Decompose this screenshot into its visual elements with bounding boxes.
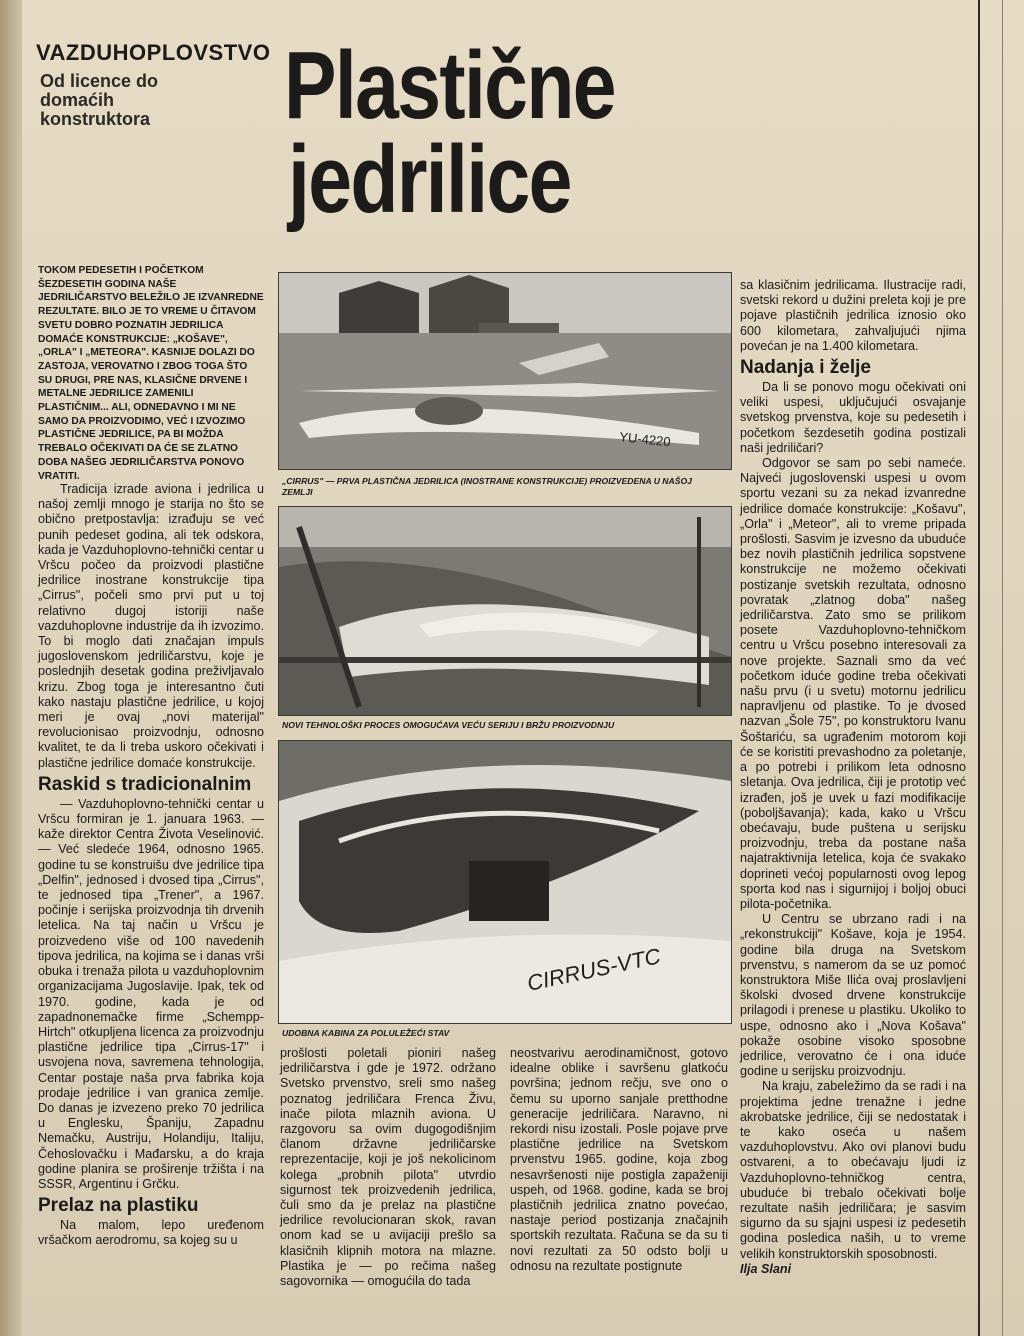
glider-photo-illustration	[279, 273, 731, 469]
paragraph: Na malom, lepo uređenom vršačkom aerodromu, sa kojeg su u	[38, 1218, 264, 1248]
paragraph: U Centru se ubrzano radi i na „rekonstrukciji" Košave, koja je 1954. godine bila druga na Svetskom prvenstvu, s namerom da se uz pomoć konstruktora Miše Ilića ovaj proslavljeni školski dvosed drvene konstrukcije prilagodi i prenese u plastiku. Ukoliko to uspe, odnosno ako i „Nova Košava" pokaže osobine visoko sposobne jedrilice, verovatno će i ona iduće godine u serijsku proizvodnju.	[740, 912, 966, 1079]
photo-glider-airfield	[278, 272, 732, 470]
text-column-4	[740, 278, 966, 1277]
subheading: Raskid s tradicionalnim	[38, 773, 252, 795]
text-column-1	[38, 482, 264, 1249]
headline-line-1: Plastične	[284, 32, 615, 139]
photo-caption-2: NOVI TEHNOLOŠKI PROCES OMOGUĆAVA VEĆU SERIJU I BRŽU PROIZVODNJU	[282, 720, 615, 730]
section-label: VAZDUHOPLOVSTVO	[36, 40, 271, 65]
article-subtitle: Od licence do domaćih konstruktora	[40, 71, 159, 129]
paragraph: Na kraju, zabeležimo da se radi i na projektima jedne trenažne i jedne akrobatske jedrilice, čiji se nedostatak i te kako oseća u našem vazduhoplovstvu. Ako ovi planovi budu ostvareni, a to obećavaju ljudi iz Vazduhoplovno-tehničkog centra, ubuduće bi trebalo očekivati bolje rezultate naših jedriličara; je sasvim sigurno da su sjajni uspesi iz pedesetih godina posledica naših, u to vreme velikih konstruktorskih sposobnosti.	[740, 1079, 966, 1261]
paragraph: sa klasičnim jedrilicama. Ilustracije radi, svetski rekord u dužini preleta koji je pre pojave plastičnih jedrilica iznosio oko 600 kilometara, zahvaljujući njima povećan je na 1.400 kilometara.	[740, 278, 966, 353]
author-name: Ilja Slani	[740, 1261, 792, 1276]
photo-caption-3: UDOBNA KABINA ZA POLULEŽEĆI STAV	[282, 1028, 450, 1038]
registration-text: CIRRUS-VTC	[524, 943, 663, 996]
subheading: Prelaz na plastiku	[38, 1195, 199, 1217]
paragraph: Odgovor se sam po sebi nameće. Najveći jugoslovenski uspesi u ovom sportu vezani su za nekad izvanredne jedrilice domaće konstrukcije: „Košavu", „Orla" i „Meteor", ali to vreme pripada prošlosti. Sasvim je izvesno da ubuduće bez novih plastičnih jedrilica sopstvene konstrukcije ne možemo očekivati postizanje svetskih rezultata, odnosno povratak „zlatnog doba" našeg jedriličarstva. Zato smo se prilikom posete Vazduhoplovno-tehničkom centru u Vršcu posebno interesovali za nove projekte. Saznali smo da već početkom iduće godine treba očekivati našu prvu (i u svetu) motornu jedrilicu napravljenu od plastike. To je dvosed nazvan „Šole 75", po konstruktoru Ivanu Šoštariću, sa ugrađenim motorom koji će se koristiti prevashodno za poletanje, a po potrebi i prilikom leta odnosno sletanja. Ova jedrilica, čiji je prototip već izrađen, još je uvek u fazi modifikacije (poboljšavanja); kada, kako u Vršcu obećavaju, bude puštena u serijsku proizvodnju, treba da postane naša najatraktivnija letelica, koja će svakako doprineti većoj popularnosti ovog lepog sporta kod nas i sigurnijoj i boljoj obuci pilota-početnika.	[740, 456, 966, 911]
photo-production-hall	[278, 506, 732, 716]
text-column-3	[510, 1046, 728, 1274]
author-signature	[740, 1262, 966, 1277]
cockpit-photo-illustration	[279, 741, 731, 1023]
paragraph: Tradicija izrade aviona i jedrilica u našoj zemlji mnogo je starija no što se obično pretpostavlja: izrađuju se već punih pedeset godina, ali tek odskora, kada je Vazduhoplovno-tehnički centar u Vršcu počeo da proizvodi plastične jedrilice inostrane konstrukcije tipa „Cirrus", počeli smo prvi put u toj relativno dugoj istoriji naše vazduhoplovne industrije da ih izvozimo. To bi moglo dati značajan impuls jugoslovenskom jedriličarstvu, koje je poslednjih desetak godina preživljavalo krizu. Zbog toga je interesantno čuti kako nastaju plastične jedrilice, u kojoj meri je ovaj „novi materijal" revolucionisao proizvodnju, odnosno kvalitet, te da li treba uskoro očekivati i plastične jedrilice domaće konstrukcije.	[38, 482, 264, 770]
paragraph: Da li se ponovo mogu očekivati oni veliki uspesi, uključujući osvajanje svetskog prvenstva, koje su pedesetih i početkom šezdesetih godina postizali naši jedriličari?	[740, 380, 966, 455]
text-column-2	[280, 1046, 496, 1289]
column-rule	[978, 0, 980, 1336]
paragraph: prošlosti poletali pioniri našeg jedriličarstva i gde je 1972. održano Svetsko prvenstvo, sreli smo našeg poznatog jedriličara Frenca Živu, inače pilota mlaznih aviona. U razgovoru sa ovim dugogodišnjim članom državne jedriličarske reprezentacije, koji je još nekolicinom kolega „probnih pilota" utvrdio sigurnost tek proizvedenih jedrilica, čuli smo da je prelaz na plastične jedrilice revolucionaran skok, ravan onom kad se u avijaciji prešlo sa klasičnih klipnih motora na mlazne. Plastika je — po rečima našeg sagovornika — omogućila do tada	[280, 1046, 496, 1289]
article-lead: TOKOM PEDESETIH I POČETKOM ŠEZDESETIH GODINA NAŠE JEDRILIČARSTVO BELEŽILO JE IZVANREDNE REZULTATE. BILO JE TO VREME U ČITAVOM SVETU DOBRO POZNATIH JEDRILICA DOMAĆE KONSTRUKCIJE: „KOŠAVE", „ORLA" I „METEORA". KASNIJE DOLAZI DO ZASTOJA, VEROVATNO I ZBOG TOGA ŠTO SU DRUGI, PRE NAS, KLASIČNE DRVENE I METALNE JEDRILICE ZAMENILI PLASTIČNIM... ALI, ODNEDAVNO I MI NE SAMO DA PROIZVODIMO, VEĆ I IZVOZIMO PLASTIČNE JEDRILICE, PA BI MOŽDA TREBALO OČEKIVATI DA ĆE SE ZLATNO DOBA NAŠEG JEDRILIČARSTVA PONOVO VRATITI.	[38, 265, 264, 482]
paragraph: — Vazduhoplovno-tehnički centar u Vršcu formiran je 1. januara 1963. — kaže direktor Centra Života Veselinović. — Već sledeće 1964, odnosno 1965. godine tu se konstruišu dve jedrilice tipa „Delfin", jednosed i dvosed tipa „Cirrus", te jednosed tipa „Trener", a 1967. počinje i serijska proizvodnja tih drvenih letelica. Na taj način u Vršcu je proizvedeno više od 100 navedenih tipova jedrilica, na kojima se i danas vrši obuka i trenaža pilota u vazduhoplovnim organizacijama Jugoslavije. Ipak, tek od 1970. godine, kada je od zapadnonemačke firme „Schempp-Hirtch" otkupljena licenca za proizvodnju plastične jedrilice tipa „Cirrus-17" i usvojena nova, savremena tehnologija, Centar postaje naša prva fabrika koja prodaje jedrilice i van granica zemlje. Do danas je izvezeno preko 70 jedrilica u Englesku, Španiju, Zapadnu Nemačku, Austriju, Holandiju, Italiju, Čehoslovačku i Mađarsku, a do kraja godine planira se proširenje tržišta i na SSSR, Argentinu i Grčku.	[38, 796, 264, 1191]
headline-line-2: jedrilice	[288, 126, 571, 233]
production-photo-illustration	[279, 507, 731, 715]
photo-caption-1: „CIRRUS" — PRVA PLASTIČNA JEDRILICA (INOSTRANE KONSTRUKCIJE) PROIZVEDENA U NAŠOJ ZEMLJI	[282, 476, 692, 497]
page-edge	[0, 0, 22, 1336]
paragraph: neostvarivu aerodinamičnost, gotovo idealne oblike i savršenu glatkoću površina; jednom rečju, sve ono o čemu su uporno sanjale pretthodne generacije jedriličara. Naravno, ni rekordi nisu izostali. Posle pojave prve plastične jedrilice na Svetskom prvenstvu 1965. godine, koja zbog nesavršenosti nije postigla zapaženiji uspeh, od 1968. godine, kada se broj plastičnih jedrilica znatno povećao, nastaje period postizanja značajnih sportskih rezultata. Računa se da su ti novi rezultati za 50 odsto bolji u odnosu na rezultate postignute	[510, 1046, 728, 1273]
photo-cockpit	[278, 740, 732, 1024]
subheading: Nadanja i želje	[740, 357, 871, 379]
page-margin-line	[1002, 0, 1003, 1336]
registration-text: YU-4220	[618, 429, 672, 450]
